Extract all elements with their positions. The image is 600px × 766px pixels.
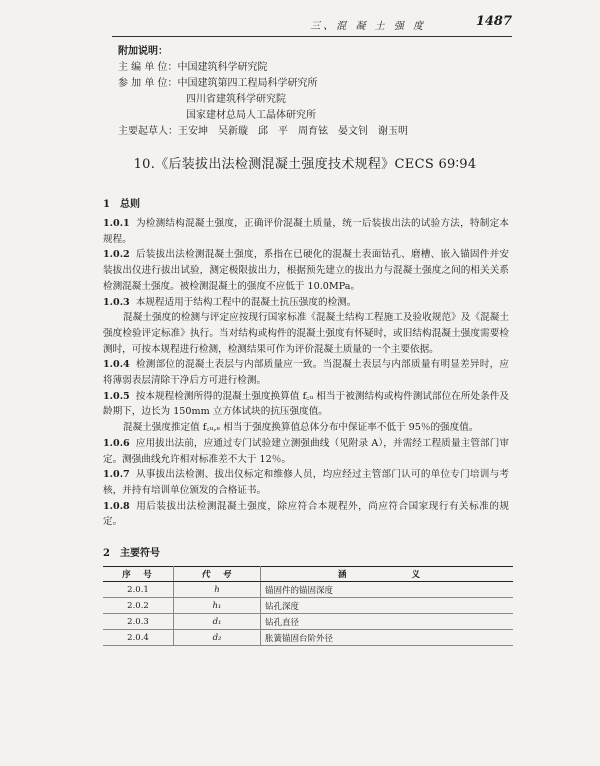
clause-number: 1.0.7 [103, 469, 130, 481]
table-header-row [103, 567, 513, 582]
cell-symbol: h [174, 582, 261, 598]
cell-number: 2.0.2 [103, 598, 174, 614]
clause [103, 467, 509, 498]
table-row [103, 614, 513, 630]
header-section-title: 三、混 凝 土 强 度 [310, 21, 426, 32]
main-drafters: 主要起草人：王安坤 吴新璇 邱 平 周育铉 晏文钊 谢玉明 [118, 126, 408, 137]
cell-number: 2.0.3 [103, 614, 174, 630]
clause-text: 用后装拔出法检测混凝土强度，除应符合本规程外，尚应符合国家现行有关标准的规定。 [103, 500, 509, 528]
clause-number: 1.0.5 [103, 390, 130, 402]
column-header-meaning: 涵 义 [261, 567, 514, 582]
clause-text: 混凝土强度推定值 f꜀ᵤ,ₑ 相当于强度换算值总体分布中保证率不低于 95％的强度值。 [123, 422, 479, 434]
participating-unit: 参 加 单 位：中国建筑第四工程局科学研究所 [118, 78, 318, 89]
cell-meaning: 锚固件的锚固深度 [261, 582, 514, 598]
clause-text: 应用拔出法前，应通过专门试验建立测强曲线（见附录 A），并需经工程质量主管部门审定。测强曲线允许相对标准差不大于 12％。 [103, 437, 509, 465]
section-heading-general: 1 总则 [103, 199, 140, 210]
clause-text: 为检测结构混凝土强度，正确评价混凝土质量，统一后装拔出法的试验方法，特制定本规程。 [103, 218, 509, 245]
clause-number: 1.0.6 [103, 437, 130, 449]
cell-symbol: d₁ [174, 614, 261, 630]
clause-number: 1.0.1 [103, 218, 130, 229]
clause-paragraph [103, 310, 509, 357]
clause [103, 436, 509, 467]
running-header [112, 10, 512, 37]
cell-number: 2.0.1 [103, 582, 174, 598]
clause [103, 295, 509, 311]
clause [103, 247, 509, 294]
cell-meaning: 胀簧锚固台阶外径 [261, 630, 514, 646]
clause [103, 499, 509, 530]
clause [103, 357, 509, 388]
clause-text: 后装拔出法检测混凝土强度，系指在已硬化的混凝土表面钻孔、磨槽、嵌入锚固件并安装拔出仪进行拔出试验，测定极限拔出力，根据预先建立的拔出力与混凝土强度之间的相关关系检测混凝土强度。被检测混凝土的强度不应低于 10.0MPa。 [103, 249, 509, 292]
table-row [103, 582, 513, 598]
clause [103, 216, 509, 247]
column-header-number: 序 号 [103, 567, 174, 582]
attachment-heading: 附加说明： [118, 46, 168, 57]
standard-title: 10.《后装拔出法检测混凝土强度技术规程》CECS 69∶94 [133, 157, 477, 172]
clause-number: 1.0.8 [103, 500, 130, 512]
clause-number: 1.0.3 [103, 296, 130, 308]
table-row [103, 630, 513, 646]
clause-text: 从事拔出法检测、拔出仪标定和维修人员，均应经过主管部门认可的单位专门培训与考核，并持有培训单位颁发的合格证书。 [103, 469, 509, 496]
chief-unit: 主 编 单 位：中国建筑科学研究院 [118, 62, 268, 73]
clause-number: 1.0.2 [103, 249, 130, 261]
clause-list [103, 216, 509, 530]
clause-text: 检测部位的混凝土表层与内部质量应一致。当混凝土表层与内部质量有明显差异时，应将薄弱表层清除干净后方可进行检测。 [103, 359, 509, 387]
clause [103, 389, 509, 420]
clause-text: 混凝土强度的检测与评定应按现行国家标准《混凝土结构工程施工及验收规范》及《混凝土强度检验评定标准》执行。当对结构或构件的混凝土强度有怀疑时，或旧结构混凝土强度需要检测时，可按本规程进行检测，检测结果可作为评价混凝土质量的一个主要依据。 [103, 312, 509, 355]
attachment-notes [118, 44, 518, 140]
cell-meaning: 钻孔深度 [261, 598, 514, 614]
clause-text: 本规程适用于结构工程中的混凝土抗压强度的检测。 [135, 296, 357, 308]
table-row [103, 598, 513, 614]
column-header-symbol: 代 号 [174, 567, 261, 582]
cell-symbol: d₂ [174, 630, 261, 646]
cell-meaning: 钻孔直径 [261, 614, 514, 630]
participating-unit: 四川省建筑科学研究院 [186, 94, 286, 105]
section-heading-symbols: 2 主要符号 [103, 548, 160, 559]
participating-unit: 国家建材总局人工晶体研究所 [186, 110, 316, 121]
cell-symbol: h₁ [174, 598, 261, 614]
symbols-table [103, 566, 513, 646]
cell-number: 2.0.4 [103, 630, 174, 646]
clause-text: 按本规程检测所得的混凝土强度换算值 f꜀ᵤ 相当于被测结构或构件测试部位在所处条件及龄期下，边长为 150mm 立方体试块的抗压强度值。 [103, 390, 509, 418]
clause-paragraph [103, 420, 509, 436]
page-number: 1487 [475, 14, 512, 29]
clause-number: 1.0.4 [103, 359, 130, 371]
